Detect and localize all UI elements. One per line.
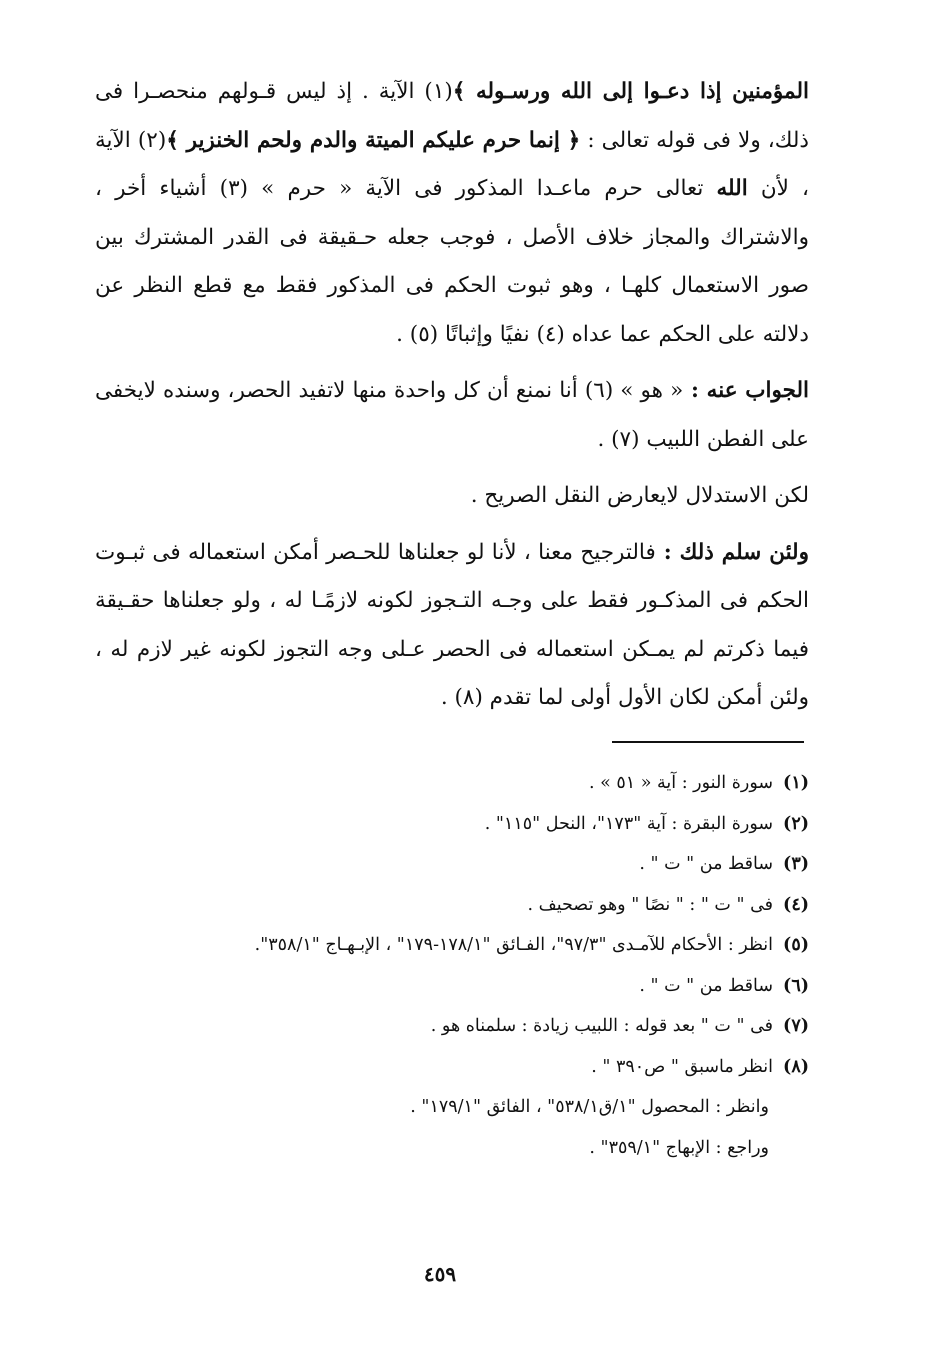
footnote-text: وانظر : المحصول "١/ق٥٣٨/١" ، الفائق "١٧٩/١" .: [410, 1097, 769, 1117]
footnote-text: ساقط من " ت " .: [639, 975, 774, 996]
text-run: الله: [716, 176, 748, 201]
footnote-number: (٧): [783, 1016, 809, 1036]
footnote-separator: [612, 741, 804, 743]
footnote-text: انظر ماسبق " ص٣٩٠ " .: [591, 1056, 774, 1077]
paragraph: [95, 68, 809, 359]
text-run: جعلناها حقـيقة فيما ذكرتم لم يمـكن استعماله فى الحصر عـلى وجه التجوز: [95, 588, 809, 662]
text-run: تعالى حرم ماعـدا المذكور فى الآية « حرم » (٣) أشياء أخر ،: [95, 176, 717, 201]
footnote-text: سورة البقرة : آية "١٧٣"، النحل "١١٥" .: [484, 813, 774, 834]
footnote-number: (٣): [783, 854, 809, 874]
footnote: [95, 1047, 809, 1088]
footnote-text: انظر : الأحكام للآمـدى "٩٧/٣"، الفـائق "١٧٨/١-١٧٩" ، الإبـهـاج "٣٥٨/١".: [254, 935, 774, 955]
footnote: [95, 1128, 809, 1169]
footnote-text: سورة النور : آية « ٥١ » .: [588, 773, 774, 793]
footnote: [95, 885, 809, 926]
text-run: (٢): [137, 127, 167, 153]
footnote-text: فى " ت " بعد قوله : اللبيب زيادة : سلمناه هو .: [430, 1016, 774, 1036]
footnote: [95, 925, 809, 966]
footnote-number: (١): [783, 773, 809, 793]
text-run: ذلك، ولا فى قوله تعالى :: [580, 127, 809, 153]
footnote: [95, 804, 809, 845]
footnote-text: وراجع : الإبهاج "٣٥٩/١" .: [589, 1137, 769, 1158]
page-number: ٤٥٩: [423, 1262, 457, 1286]
footnote-number: (٤): [783, 894, 809, 915]
text-run: ﴿ إنما حرم عليكم الميتة والدم ولحم الخنزير ﴾: [166, 127, 581, 153]
footnote: [95, 844, 809, 885]
footnote: [95, 966, 809, 1007]
text-run: والاشتراك والمجاز خلاف الأصل ، فوجب جعله حـقيقة فى القدر المشترك بين: [95, 224, 809, 250]
footnotes: [95, 763, 809, 1168]
footnote: [95, 1087, 809, 1128]
text-run: دلالته على الحكم عما عداه (٤) نفيًا وإثباتًا (٥) .: [396, 321, 809, 347]
footnote-number: (٦): [783, 975, 809, 996]
footnote: [95, 1006, 809, 1047]
main-text: [95, 68, 809, 723]
text-run: فالترجيح معنا ، لأنا لو جعلناها للحـصر أمكن استعماله: [187, 539, 656, 565]
footnote-number: (٢): [783, 813, 809, 834]
text-run: لكن الاستدلال لايعارض النقل الصريح .: [470, 483, 809, 508]
footnote-number: (٥): [783, 935, 809, 955]
paragraph: [95, 367, 809, 464]
text-run: صور الاستعمال كلهـا ، وهو ثبوت الحكم فى المذكور فقط مع قطع النظر عن: [95, 273, 809, 298]
text-run: ولئن سلم ذلك :: [655, 539, 809, 565]
footnote-number: (٨): [783, 1056, 809, 1077]
text-run: (١) الآية . إذ ليس قـولهم منحصـرا فى: [95, 79, 453, 104]
footnote-text: ساقط من " ت " .: [639, 854, 774, 874]
text-run: « هو » (٦) أنا نمنع أن كل واحدة منها لاتفيد الحصر، وسنده: [163, 378, 684, 403]
text-run: الجواب عنه :: [683, 378, 809, 403]
footnote: [95, 763, 809, 804]
footnote-text: فى " ت " : " نصًا " وهو تصحيف .: [527, 894, 774, 915]
text-run: الآية ، لأن: [95, 127, 809, 201]
text-run: لكونه غير لازم له ، ولئن أمكن لكان الأول أولى لما تقدم (٨) .: [95, 636, 809, 710]
paragraph: [95, 472, 809, 521]
paragraph: [95, 529, 809, 723]
text-run: لايخفى على الفطن اللبيب (٧) .: [95, 378, 809, 452]
text-run: المؤمنين إذا دعـوا إلى الله ورسـوله ﴾: [452, 79, 809, 104]
text-run: فى ثبـوت الحكم فى المذكـور فقط على وجـه التـجوز لكونه لازمًـا له ، ولو: [95, 539, 809, 613]
